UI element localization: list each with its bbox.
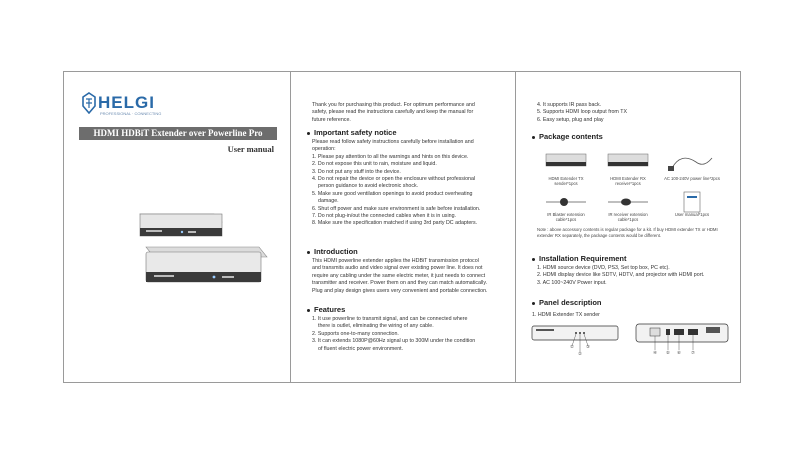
safety-list [312, 139, 502, 228]
safety-item: 2. Do not expose this unit to rain, moisture and liquid. [312, 161, 437, 168]
extender-devices-image [64, 202, 290, 352]
callout-7: ⑦ [691, 350, 695, 355]
cover-panel [64, 72, 290, 382]
safety-item: 4. Do not repair the device or open the enclosure without professional [312, 176, 476, 183]
package-images-row-1 [516, 148, 741, 178]
bullet-icon [307, 132, 310, 135]
bullet-icon [532, 136, 535, 139]
features-continued [537, 102, 727, 124]
feature-item: 1. It use powerline to transmit signal, and can be connected where [312, 316, 468, 322]
panel-subheading: 1. HDMI Extender TX sender [532, 312, 600, 318]
brand-tagline: PROFESSIONAL · CONNECTING [100, 111, 162, 116]
package-images-row-2 [516, 190, 741, 214]
introduction-line: and transmits audio and video signal over existing power line. It does not [312, 265, 483, 272]
intro-paragraph [312, 102, 502, 124]
intro-line: Thank you for purchasing this product. For optimum performance and [312, 102, 475, 108]
package-item-caption: AC 100-240V power line*2pcs [664, 176, 720, 181]
installation-heading: Installation Requirement [532, 254, 627, 263]
features-list [312, 316, 502, 353]
installation-item: 1. HDMI source device (DVD, PS3, Set top box, PC etc). [537, 265, 670, 271]
package-item-caption: User manual*1pcs [674, 212, 710, 217]
feature-item: 5. Supports HDMI loop output from TX [537, 109, 627, 116]
introduction-line: transmitter and receiver. Power them on and they can match automatically. [312, 280, 488, 287]
installation-item: 2. HDMI display device like SDTV, HDTV, and projector with HDMI port. [537, 272, 705, 279]
feature-item: 4. It supports IR pass back. [537, 102, 602, 108]
package-panel [515, 72, 740, 382]
package-item-caption: IR Blaster extension cable*1pcs [547, 212, 585, 222]
bullet-icon [532, 258, 535, 261]
feature-item: of fluent electric power environment. [318, 345, 404, 352]
introduction-line: require any cabling under the same electric meter, it just needs to connect [312, 272, 486, 279]
features-heading: Features [307, 305, 345, 314]
feature-item: 2. Supports one-to-many connection. [312, 330, 399, 337]
brand-logo [82, 92, 162, 118]
callout-4: ④ [653, 350, 657, 355]
introduction-heading: Introduction [307, 247, 358, 256]
feature-item: 6. Easy setup, plug and play [537, 116, 604, 123]
safety-item: 7. Do not plug-in/out the connected cables when it is in using. [312, 213, 456, 220]
safety-item: 8. Make sure the specification matched if using 3rd party DC adapters. [312, 220, 478, 227]
user-manual-subtitle: User manual [227, 144, 274, 154]
panel-diagram [516, 322, 741, 362]
brand-name: HELGI [98, 93, 155, 112]
safety-item: 1. Please pay attention to all the warnings and hints on this device. [312, 153, 469, 160]
safety-heading: Important safety notice [307, 128, 397, 137]
bullet-icon [532, 302, 535, 305]
installation-list [537, 265, 727, 287]
installation-item: 3. AC 100~240V Power input. [537, 279, 607, 286]
safety-item: damage. [318, 198, 339, 205]
bullet-icon [307, 309, 310, 312]
package-heading: Package contents [532, 132, 603, 141]
helgi-emblem-icon [82, 92, 96, 114]
safety-panel [290, 72, 515, 382]
feature-item: 3. It can extends 1080P@60Hz signal up to 300M under the condition [312, 338, 476, 345]
safety-item: 5. Make sure good ventilation openings to avoid product overheating [312, 190, 473, 197]
introduction-line: Plug and play design gives users very convenient and portable connection. [312, 287, 488, 294]
callout-1: ① [570, 344, 574, 349]
safety-lead: Please read follow safety instructions carefully before installation and [312, 139, 474, 145]
package-item-caption: HDMI Extender RX receiver*1pcs [610, 176, 646, 186]
introduction-line: This HDMI powerline extender applies the HDBiT transmission protocol [312, 258, 479, 264]
package-item-caption: IR receiver extension cable*1pcs [608, 212, 648, 222]
package-note: Note : above accessory contents is regular package for a kit. If buy HDMI extender TX or HDMI extender RX separately, the package contents would be different. [537, 227, 718, 238]
safety-item: 3. Do not put any stuff into the device. [312, 168, 401, 175]
safety-item: person guidance to avoid electronic shock. [318, 183, 419, 190]
callout-3: ③ [586, 344, 590, 349]
intro-line: future reference. [312, 116, 351, 123]
introduction-text [312, 258, 502, 295]
bullet-icon [307, 251, 310, 254]
manual-sheet [63, 71, 741, 383]
package-item-caption: HDMI Extender TX sender*1pcs [548, 176, 584, 186]
safety-lead: operation: [312, 146, 336, 153]
intro-line: safety, please read the instructions carefully and keep the manual for [312, 109, 474, 116]
safety-item: 6. Shut off power and make sure environment is safe before installation. [312, 205, 481, 212]
feature-item: there is outlet, eliminating the wiring of any cable. [318, 323, 434, 330]
callout-6: ⑥ [677, 350, 681, 355]
product-title-banner: HDMI HDBiT Extender over Powerline Pro [79, 127, 277, 140]
callout-2: ② [578, 351, 582, 356]
panel-heading: Panel description [532, 298, 602, 307]
callout-5: ⑤ [666, 350, 670, 355]
